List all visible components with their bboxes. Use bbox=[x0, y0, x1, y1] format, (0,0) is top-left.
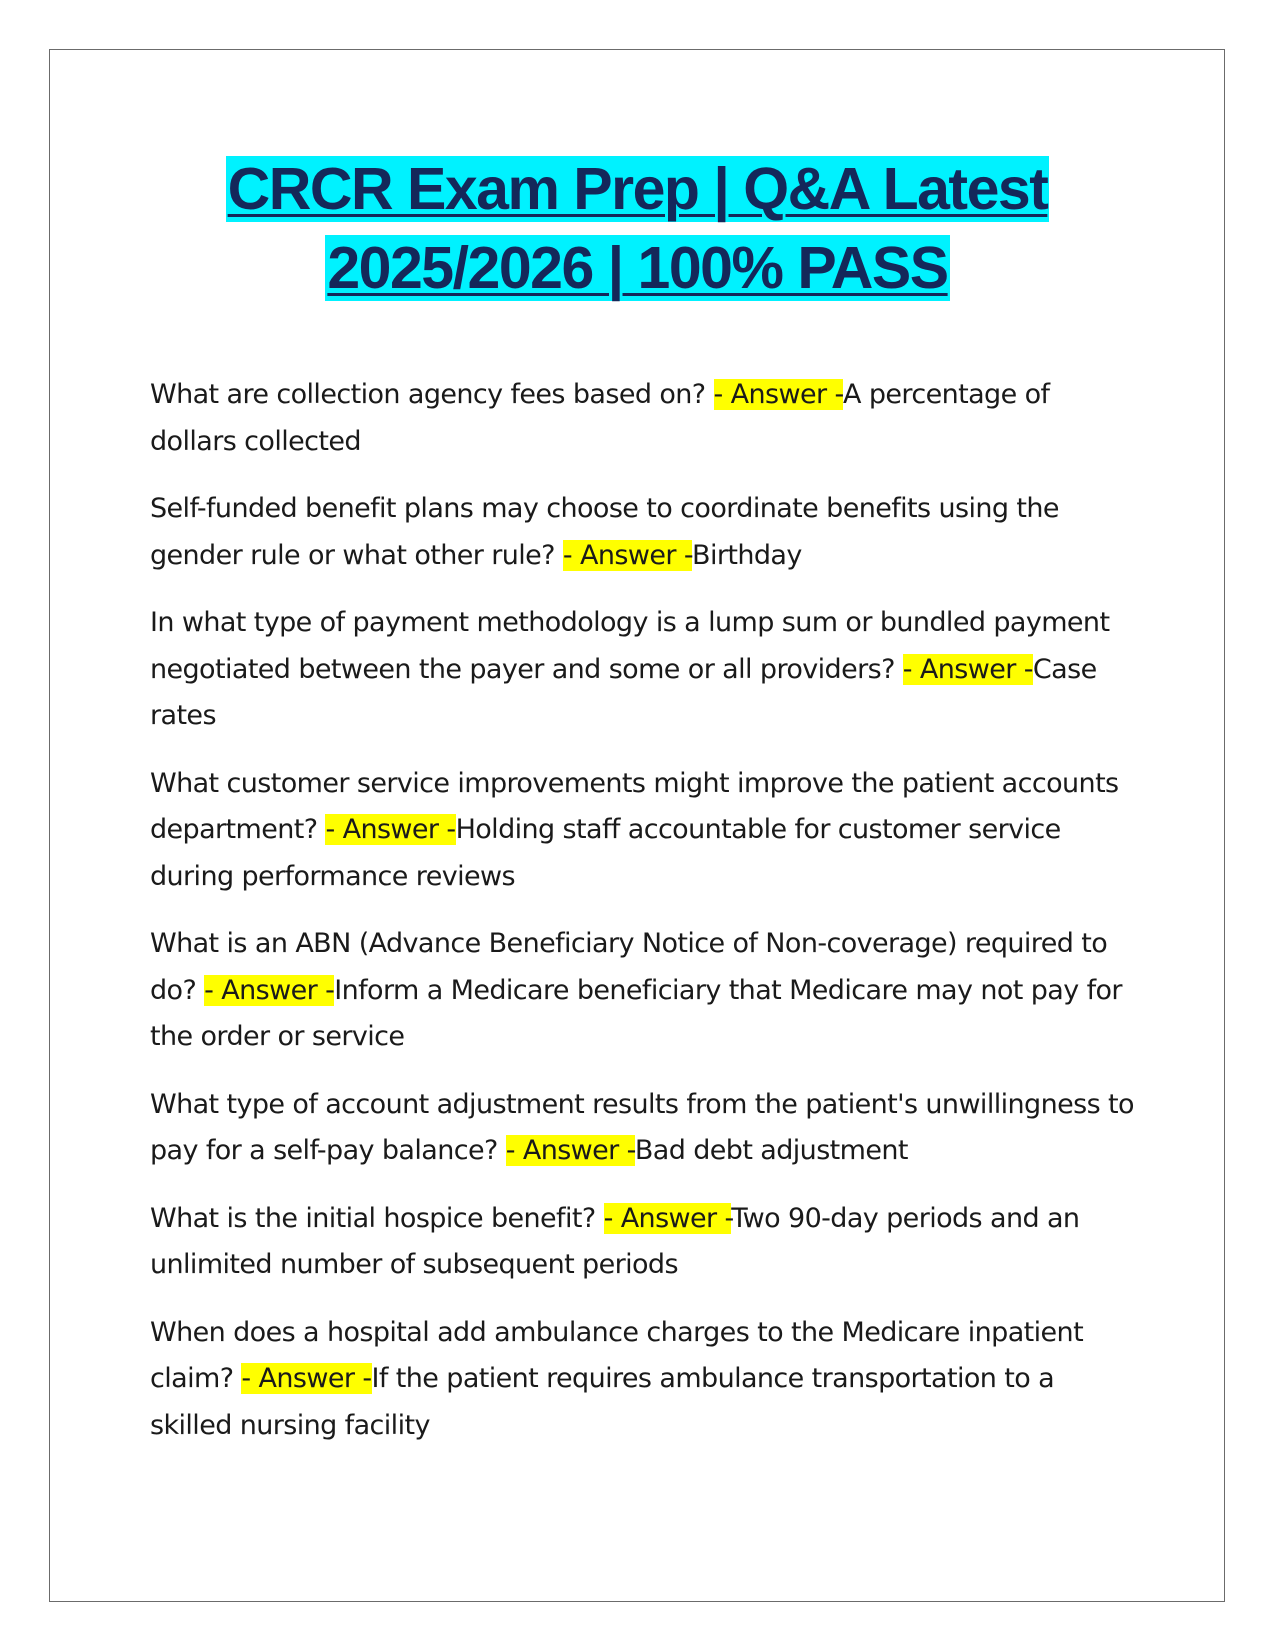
question-text: In what type of payment methodology is a lump sum or bundled payment negotiated between the payer and some or all providers? bbox=[150, 607, 1110, 685]
title-line-2: 2025/2026 | 100% PASS bbox=[327, 235, 948, 301]
qa-item bbox=[150, 1196, 1135, 1289]
question-text: What are collection agency fees based on? bbox=[150, 379, 714, 410]
answer-tag: - Answer - bbox=[713, 379, 844, 410]
answer-text: If the patient requires ambulance transportation to a skilled nursing facility bbox=[150, 1363, 1055, 1441]
answer-text: A percentage of dollars collected bbox=[150, 379, 1050, 457]
qa-list bbox=[150, 372, 1135, 1470]
title-line-1: CRCR Exam Prep | Q&A Latest bbox=[227, 156, 1048, 222]
answer-text: Inform a Medicare beneficiary that Medicare may not pay for the order or service bbox=[150, 974, 1122, 1052]
answer-tag: - Answer - bbox=[603, 1202, 732, 1234]
answer-text: Two 90-day periods and an unlimited number of subsequent periods bbox=[150, 1202, 1080, 1280]
answer-tag: - Answer - bbox=[204, 974, 335, 1006]
qa-item bbox=[150, 600, 1135, 740]
qa-item bbox=[150, 372, 1135, 465]
qa-item bbox=[150, 486, 1135, 579]
document-title bbox=[60, 150, 1215, 308]
answer-text: Case rates bbox=[150, 653, 1097, 731]
answer-tag: - Answer - bbox=[241, 1363, 372, 1394]
question-text: When does a hospital add ambulance charges to the Medicare inpatient claim? bbox=[150, 1316, 1084, 1394]
question-text: What type of account adjustment results from the patient's unwillingness to pay for a self-pay balance? bbox=[150, 1088, 1134, 1166]
question-text: Self-funded benefit plans may choose to coordinate benefits using the gender rule or what other rule? bbox=[150, 493, 1059, 571]
answer-tag: - Answer - bbox=[902, 653, 1033, 685]
question-text: What is the initial hospice benefit? bbox=[150, 1202, 604, 1234]
answer-text: Birthday bbox=[692, 539, 802, 571]
answer-tag: - Answer - bbox=[325, 814, 456, 845]
qa-item bbox=[150, 1310, 1135, 1450]
answer-tag: - Answer - bbox=[562, 539, 693, 571]
question-text: What is an ABN (Advance Beneficiary Notice of Non-coverage) required to do? bbox=[150, 928, 1108, 1006]
qa-item bbox=[150, 761, 1135, 901]
qa-item bbox=[150, 921, 1135, 1061]
question-text: What customer service improvements might improve the patient accounts department? bbox=[150, 767, 1119, 845]
answer-text: Bad debt adjustment bbox=[634, 1135, 908, 1166]
answer-text: Holding staff accountable for customer service during performance reviews bbox=[150, 814, 1061, 892]
answer-tag: - Answer - bbox=[505, 1135, 635, 1166]
qa-item bbox=[150, 1082, 1135, 1175]
